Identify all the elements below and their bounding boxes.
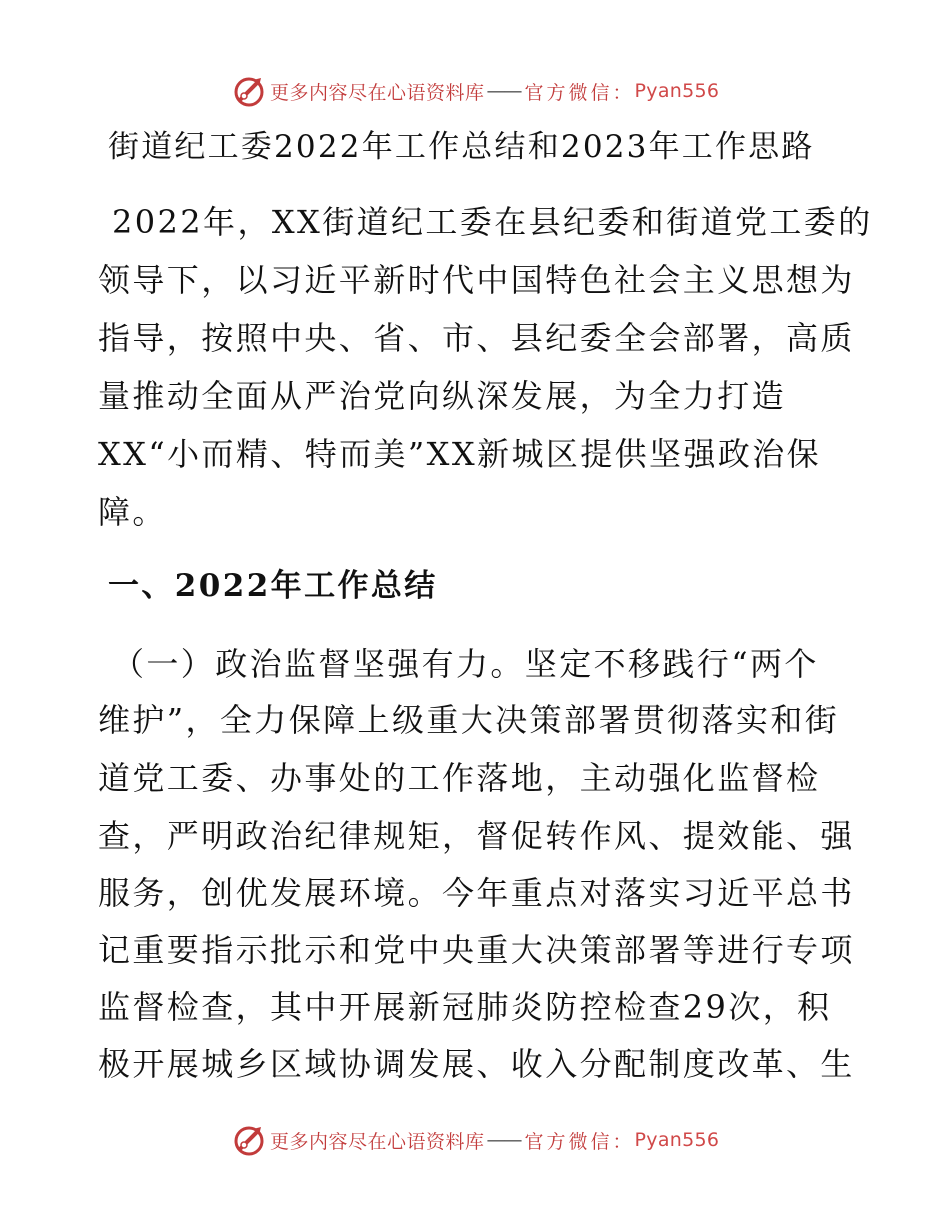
watermark-dash: —— (486, 1129, 521, 1151)
watermark-wechat-id: Pyan556 (634, 80, 720, 102)
section-line: 监督检查，其中开展新冠肺炎防控检查29次，积 (98, 988, 832, 1026)
section-line: （一）政治监督坚强有力。坚定不移践行“两个 (112, 645, 819, 683)
watermark-sub-text: 官方微信： (524, 81, 635, 104)
footer-watermark (232, 1123, 719, 1157)
watermark-dash: —— (486, 80, 521, 102)
section-line: 极开展城乡区域协调发展、收入分配制度改革、生 (98, 1045, 855, 1083)
logo-icon (232, 74, 266, 108)
section-line: 服务，创优发展环境。今年重点对落实习近平总书 (98, 874, 855, 912)
watermark-sub-text: 官方微信： (524, 1130, 635, 1153)
section-line: 记重要指示批示和党中央重大决策部署等进行专项 (98, 931, 855, 969)
intro-line: 障。 (98, 493, 167, 531)
intro-line: 2022年，XX街道纪工委在县纪委和街道党工委的 (112, 203, 873, 241)
document-title: 街道纪工委2022年工作总结和2023年工作思路 (108, 129, 815, 165)
section-line: 道党工委、办事处的工作落地，主动强化监督检 (98, 759, 821, 797)
section-heading: 一、2022年工作总结 (108, 568, 438, 604)
intro-line: 量推动全面从严治党向纵深发展，为全力打造 (98, 377, 787, 415)
logo-icon (232, 1123, 266, 1157)
section-line: 维护”，全力保障上级重大决策部署贯彻落实和街 (98, 701, 840, 739)
watermark-main-text: 更多内容尽在心语资料库 (270, 1130, 485, 1153)
section-line: 查，严明政治纪律规矩，督促转作风、提效能、强 (98, 817, 855, 855)
intro-line: 领导下，以习近平新时代中国特色社会主义思想为 (98, 261, 855, 299)
watermark-main-text: 更多内容尽在心语资料库 (270, 81, 485, 104)
intro-line: 指导，按照中央、省、市、县纪委全会部署，高质 (98, 319, 855, 357)
watermark-wechat-id: Pyan556 (634, 1129, 720, 1151)
header-watermark (232, 74, 719, 108)
intro-line: XX“小而精、特而美”XX新城区提供坚强政治保 (98, 435, 822, 473)
